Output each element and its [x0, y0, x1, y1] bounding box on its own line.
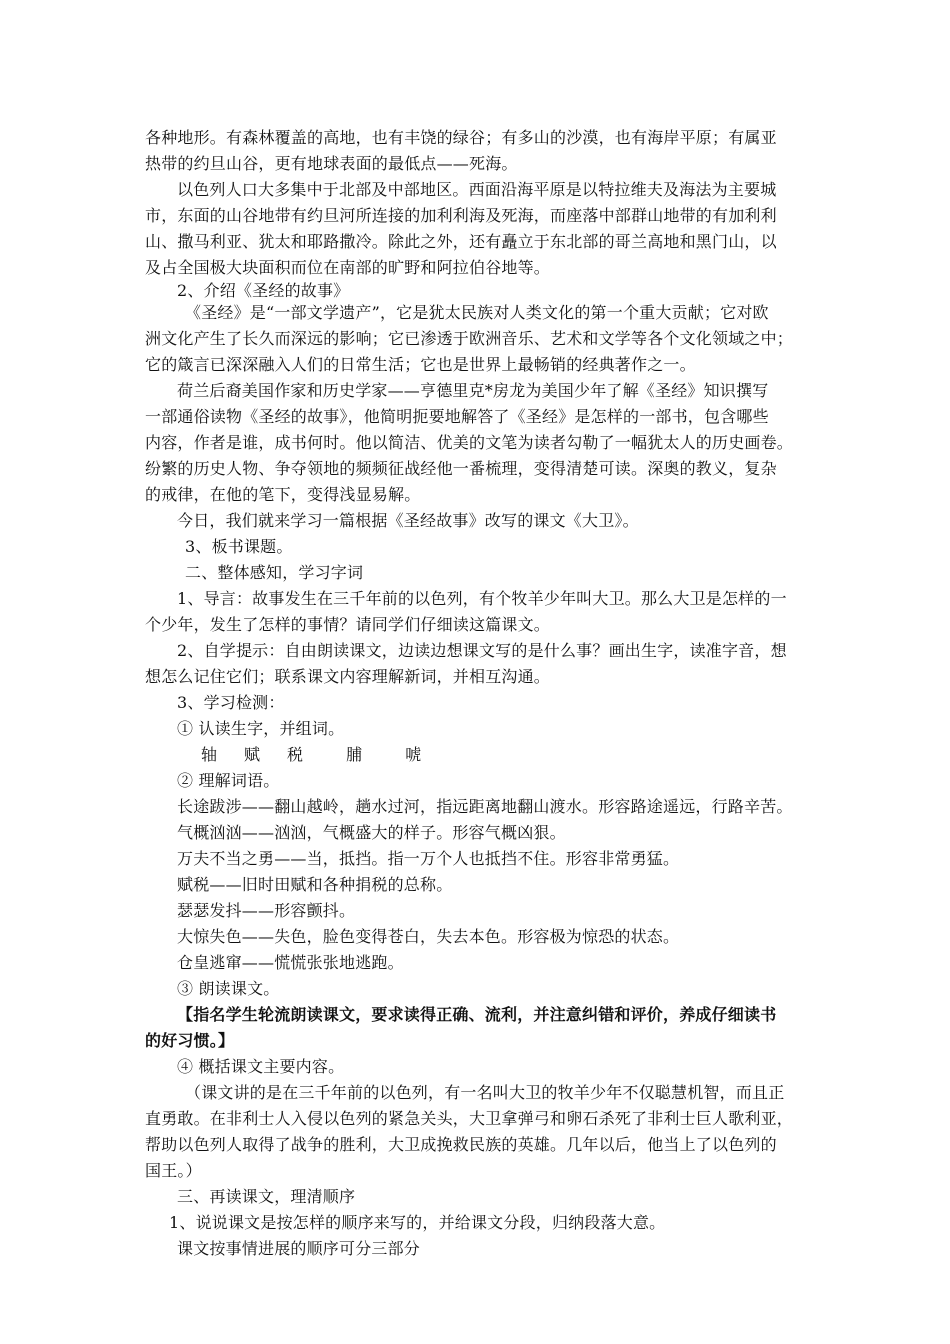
vocab-definition: 长途跋涉——翻山越岭，趟水过河，指远距离地翻山渡水。形容路途遥远，行路辛苦。: [177, 797, 793, 816]
section-heading: 2、介绍《圣经的故事》: [177, 281, 350, 300]
text-line: 热带的约旦山谷，更有地球表面的最低点——死海。: [145, 154, 518, 173]
section-heading: 三、再读课文，理清顺序: [177, 1187, 356, 1206]
text-line: 国王。）: [145, 1161, 202, 1180]
step-item: ① 认读生字，并组词。: [177, 719, 345, 738]
text-line: 内容，作者是谁，成书何时。他以简洁、优美的文笔为读者勾勒了一幅犹太人的历史画卷。: [145, 433, 794, 452]
paragraph-start: （课文讲的是在三千年前的以色列，有一名叫大卫的牧羊少年不仅聪慧机智，而且正: [185, 1083, 785, 1102]
text-line: 个少年，发生了怎样的事情？请同学们仔细读这篇课文。: [145, 615, 551, 634]
vocab-definition: 仓皇逃窜——慌慌张张地逃跑。: [177, 953, 404, 972]
paragraph-start: 2、自学提示：自由朗读课文，边读边想课文写的是什么事？画出生字，读准字音，想: [177, 641, 787, 660]
section-heading: 二、整体感知，学习字词: [185, 563, 364, 582]
vocab-definition: 大惊失色——失色，脸色变得苍白，失去本色。形容极为惊恐的状态。: [177, 927, 680, 946]
character-list: 轴 赋 税 脯 唬: [201, 745, 422, 764]
text-line: 想怎么记住它们；联系课文内容理解新词，并相互沟通。: [145, 667, 551, 686]
vocab-definition: 赋税——旧时田赋和各种捐税的总称。: [177, 875, 453, 894]
paragraph-start: 1、导言：故事发生在三千年前的以色列，有个牧羊少年叫大卫。那么大卫是怎样的一: [177, 589, 787, 608]
text-line: 及占全国极大块面积而位在南部的旷野和阿拉伯谷地等。: [145, 258, 551, 277]
text-line: 一部通俗读物《圣经的故事》，他简明扼要地解答了《圣经》是怎样的一部书，包含哪些: [145, 407, 769, 426]
vocab-definition: 瑟瑟发抖——形容颤抖。: [177, 901, 356, 920]
paragraph-start: 以色列人口大多集中于北部及中部地区。西面沿海平原是以特拉维夫及海法为主要城: [177, 180, 777, 199]
text-line: 各种地形。有森林覆盖的高地，也有丰饶的绿谷；有多山的沙漠，也有海岸平原；有属亚: [145, 128, 777, 147]
text-line: 洲文化产生了长久而深远的影响；它已渗透于欧洲音乐、艺术和文学等各个文化领域之中；: [145, 329, 794, 348]
text-line: 的戒律，在他的笔下，变得浅显易解。: [145, 485, 421, 504]
text-line: 帮助以色列人取得了战争的胜利，大卫成挽救民族的英雄。几年以后，他当上了以色列的: [145, 1135, 777, 1154]
vocab-definition: 气概汹汹——汹汹，气概盛大的样子。形容气概凶狠。: [177, 823, 566, 842]
step-item: ② 理解词语。: [177, 771, 280, 790]
instruction-note: 【指名学生轮流朗读课文，要求读得正确、流利，并注意纠错和评价，养成仔细读书: [177, 1005, 777, 1024]
paragraph-start: 课文按事情进展的顺序可分三部分: [177, 1239, 421, 1258]
step-item: ④ 概括课文主要内容。: [177, 1057, 345, 1076]
step-item: 3、板书课题。: [185, 537, 293, 556]
instruction-note: 的好习惯。】: [145, 1031, 235, 1050]
text-line: 市，东面的山谷地带有约旦河所连接的加利利海及死海，而座落中部群山地带的有加利利: [145, 206, 777, 225]
text-line: 山、撒马利亚、犹太和耶路撒冷。除此之外，还有矗立于东北部的哥兰高地和黑门山，以: [145, 232, 777, 251]
step-item: 3、学习检测：: [177, 693, 285, 712]
vocab-definition: 万夫不当之勇——当，抵挡。指一万个人也抵挡不住。形容非常勇猛。: [177, 849, 680, 868]
step-item: ③ 朗读课文。: [177, 979, 280, 998]
paragraph-start: 《圣经》是“一部文学遗产”，它是犹太民族对人类文化的第一个重大贡献；它对欧: [185, 303, 769, 322]
step-item: 1、说说课文是按怎样的顺序来写的，并给课文分段，归纳段落大意。: [169, 1213, 666, 1232]
paragraph-start: 荷兰后裔美国作家和历史学家——亨德里克*房龙为美国少年了解《圣经》知识撰写: [177, 381, 769, 400]
text-line: 它的箴言已深深融入人们的日常生活；它也是世界上最畅销的经典著作之一。: [145, 355, 696, 374]
text-line: 直勇敢。在非利士人入侵以色列的紧急关头，大卫拿弹弓和卵石杀死了非利士巨人歌利亚，: [145, 1109, 794, 1128]
text-line: 纷繁的历史人物、争夺领地的频频征战经他一番梳理，变得清楚可读。深奥的教义，复杂: [145, 459, 777, 478]
paragraph-start: 今日，我们就来学习一篇根据《圣经故事》改写的课文《大卫》。: [177, 511, 639, 530]
